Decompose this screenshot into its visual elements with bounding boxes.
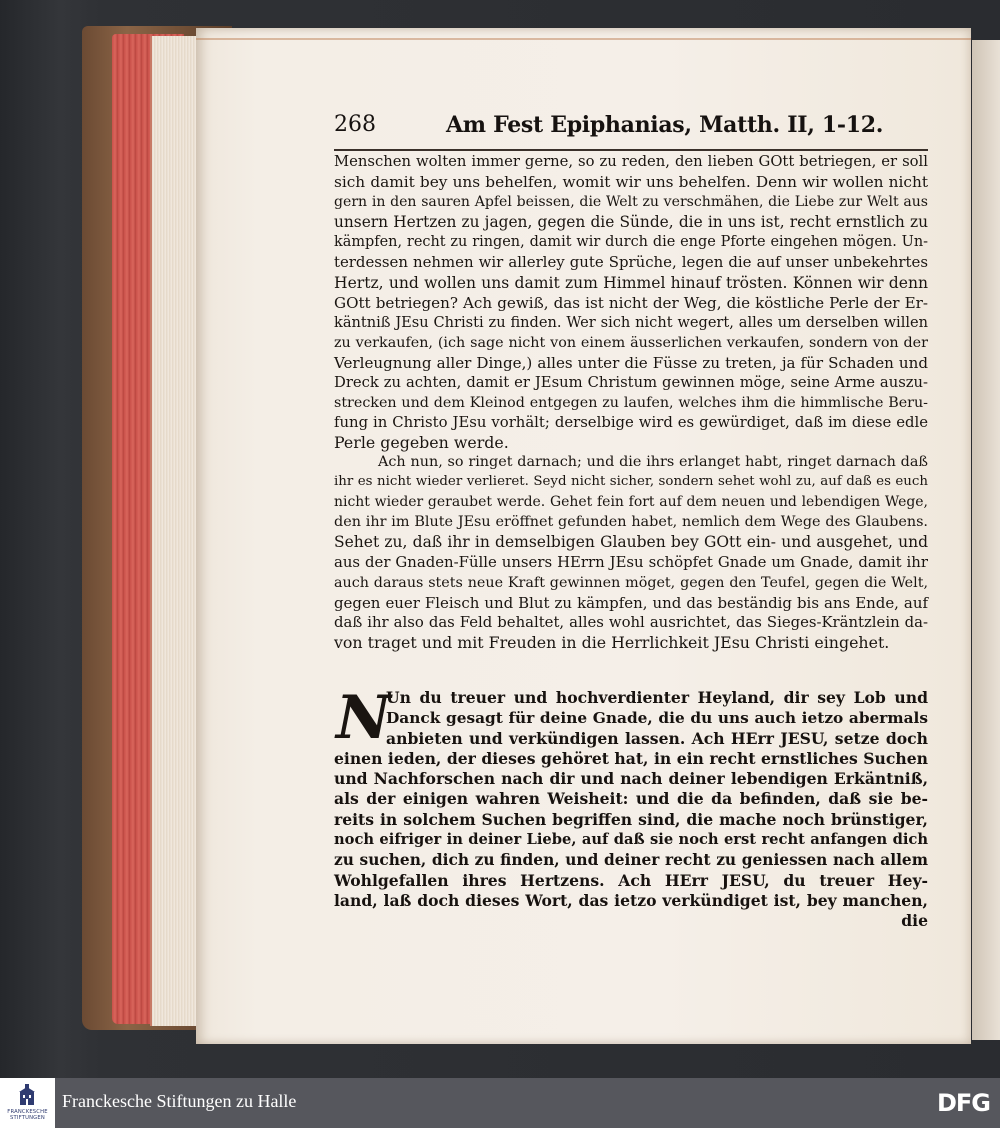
logo-text: FRANCKESCHE STIFTUNGEN bbox=[7, 1109, 48, 1121]
text-line: auch daraus stets neue Kraft gewinnen möget, gegen den Teufel, gegen die Welt, bbox=[334, 574, 928, 591]
text-line: Verleugnung aller Dinge,) alles unter die Füsse zu treten, ja für Schaden und bbox=[334, 353, 928, 372]
text-line: Sehet zu, daß ihr in demselbigen Glauben bey GOtt ein- und ausgehet, und bbox=[334, 533, 928, 552]
text-line: unsern Hertzen zu jagen, gegen die Sünde, die in uns ist, recht ernstlich zu bbox=[334, 213, 928, 232]
prayer-line: Wohlgefallen ihres Hertzens. Ach HErr JESU, du treuer Hey- bbox=[334, 870, 928, 890]
text-line: ihr es nicht wieder verlieret. Seyd nicht sicher, sondern sehet wohl zu, auf daß es euch bbox=[334, 474, 928, 490]
prayer-line: als der einigen wahren Weisheit: und die da befinden, daß sie be- bbox=[334, 789, 928, 809]
text-line: GOtt betriegen? Ach gewiß, das ist nicht der Weg, die köstliche Perle der Er- bbox=[334, 293, 928, 312]
prayer-line: Un du treuer und hochverdienter Heyland, dir sey Lob und bbox=[386, 688, 928, 707]
prayer-line: zu suchen, dich zu finden, und deiner recht zu geniessen nach allem bbox=[334, 851, 928, 870]
page-edges bbox=[150, 36, 202, 1026]
prayer-line: einen ieden, der dieses gehöret hat, in ein recht ernstliches Suchen bbox=[334, 748, 928, 768]
dfg-logo[interactable]: DFG bbox=[936, 1089, 990, 1117]
text-line: Dreck zu achten, damit er JEsum Christum gewinnen möge, seine Arme auszu- bbox=[334, 374, 928, 392]
text-line: Menschen wolten immer gerne, so zu reden, den lieben GOtt betriegen, er soll bbox=[334, 153, 928, 170]
prayer-line: reits in solchem Suchen begriffen sind, die mache noch brünstiger, bbox=[334, 809, 928, 829]
text-line: nicht wieder geraubet werde. Gehet fein fort auf dem neuen und lebendigen Wege, bbox=[334, 494, 928, 511]
text-line: den ihr im Blute JEsu eröffnet gefunden habet, nemlich dem Wege des Glaubens. bbox=[334, 514, 928, 531]
text-line: käntniß JEsu Christi zu finden. Wer sich nicht wegert, alles um derselben willen bbox=[334, 313, 928, 331]
text-line: daß ihr also das Feld behaltet, alles wohl ausrichtet, das Sieges-Kräntzlein da- bbox=[334, 613, 928, 631]
institution-logo[interactable] bbox=[0, 1078, 55, 1128]
page-number: 268 bbox=[334, 112, 376, 137]
text-line: Perle gegeben werde. bbox=[334, 433, 509, 453]
prayer-line: anbieten und verkündigen lassen. Ach HErr JESU, setze doch bbox=[386, 728, 928, 748]
text-line: zu verkaufen, (ich sage nicht von einem äusserlichen verkaufen, sondern von der bbox=[334, 334, 928, 351]
prayer-line: noch eifriger in deiner Liebe, auf daß sie noch erst recht anfangen dich bbox=[334, 831, 928, 849]
text-line: fung in Christo JEsu vorhält; derselbige wird es gewürdiget, daß im diese edle bbox=[334, 414, 928, 432]
text-line: Ach nun, so ringet darnach; und die ihrs erlanget habt, ringet darnach daß bbox=[378, 454, 928, 470]
prayer-line: Danck gesagt für deine Gnade, die du uns auch ietzo abermals bbox=[386, 709, 928, 728]
running-head: Am Fest Epiphanias, Matth. II, 1-12. bbox=[446, 112, 884, 138]
text-line: strecken und dem Kleinod entgegen zu laufen, welches ihm die himmlische Beru- bbox=[334, 395, 928, 412]
building-icon bbox=[18, 1084, 36, 1106]
header-rule bbox=[334, 149, 928, 151]
institution-name[interactable]: Franckesche Stiftungen zu Halle bbox=[62, 1091, 297, 1111]
facing-page-edge bbox=[972, 40, 1000, 1040]
text-line: aus der Gnaden-Fülle unsers HErrn JEsu schöpfet Gnade um Gnade, damit ihr bbox=[334, 553, 928, 572]
page-header bbox=[334, 112, 928, 146]
prayer-line: und Nachforschen nach dir und nach deiner lebendigen Erkäntniß, bbox=[334, 769, 928, 789]
prayer-section bbox=[334, 683, 928, 931]
drop-cap-initial: N bbox=[336, 683, 391, 753]
paragraph-1 bbox=[334, 152, 928, 453]
text-line: terdessen nehmen wir allerley gute Sprüche, legen die auf unser unbekehrtes bbox=[334, 253, 928, 272]
text-line: gegen euer Fleisch und Blut zu kämpfen, und das beständig bis ans Ende, auf bbox=[334, 593, 928, 612]
text-line: gern in den sauren Apfel beissen, die Welt zu verschmähen, die Liebe zur Welt aus bbox=[334, 194, 928, 211]
catchword: die bbox=[901, 911, 928, 931]
page-top-rule bbox=[196, 38, 971, 40]
text-line: sich damit bey uns behelfen, womit wir uns behelfen. Denn wir wollen nicht bbox=[334, 173, 928, 192]
text-line: kämpfen, recht zu ringen, damit wir durch die enge Pforte eingehen mögen. Un- bbox=[334, 234, 928, 251]
prayer-line: land, laß doch dieses Wort, das ietzo verkündiget ist, bey manchen, bbox=[334, 890, 928, 910]
paragraph-2 bbox=[334, 452, 928, 653]
text-line: Hertz, und wollen uns damit zum Himmel hinauf trösten. Können wir denn bbox=[334, 273, 928, 292]
text-line: von traget und mit Freuden in die Herrlichkeit JEsu Christi eingehet. bbox=[334, 632, 890, 652]
viewer-footer bbox=[0, 1078, 1000, 1128]
